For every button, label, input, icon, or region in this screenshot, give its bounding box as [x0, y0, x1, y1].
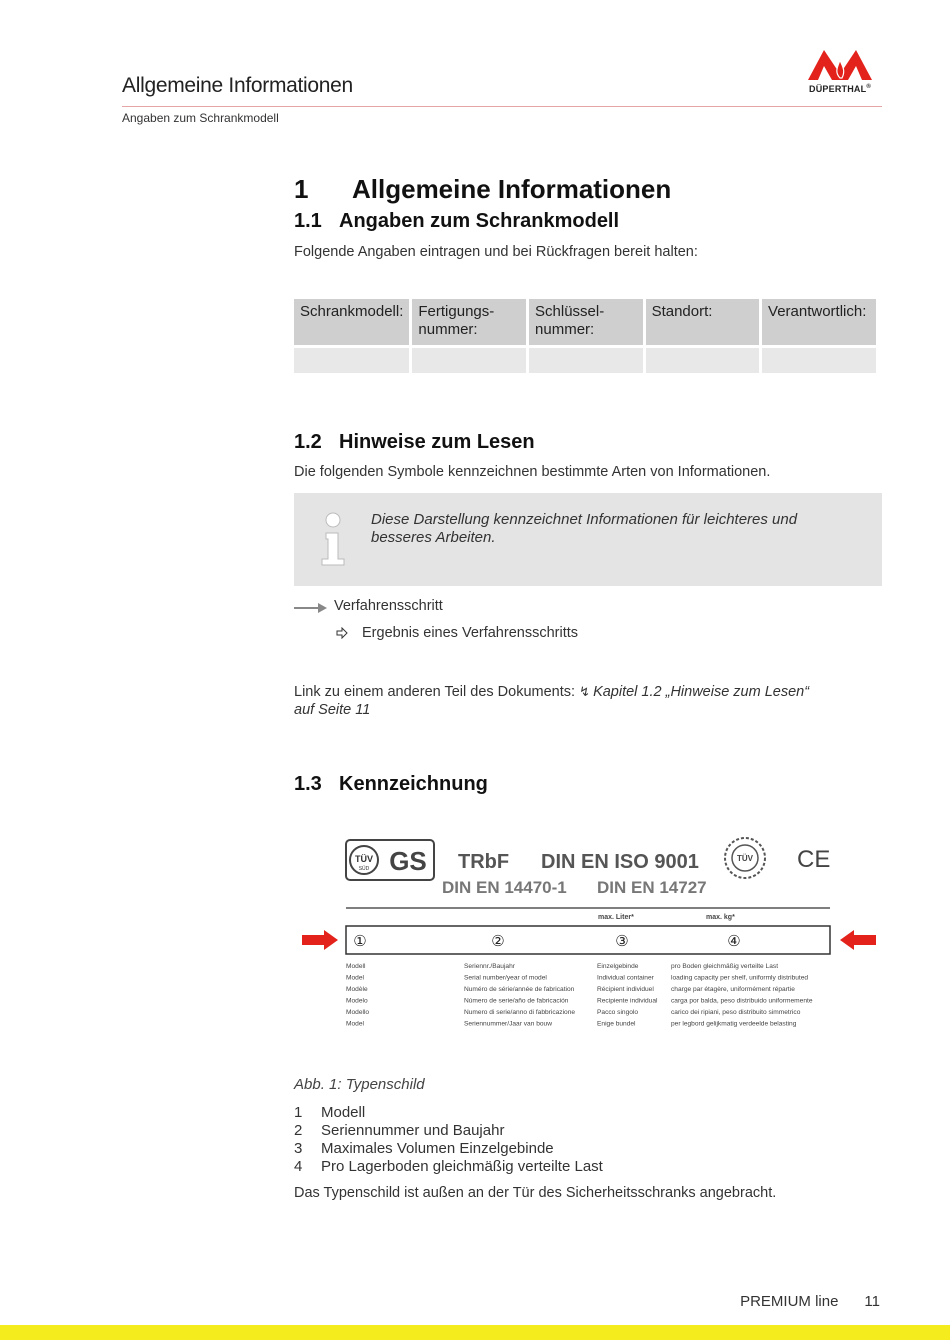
footer-product-line: PREMIUM line — [740, 1293, 839, 1310]
trbf-label: TRbF — [458, 851, 510, 873]
cross-reference-paragraph — [294, 683, 854, 719]
marker-4: ④ — [727, 933, 741, 950]
section-1-heading — [294, 174, 671, 205]
input-cell-cabinet-model[interactable] — [294, 345, 409, 373]
running-header-subtitle: Angaben zum Schrankmodell — [122, 111, 279, 125]
tuv-seal-text: TÜV — [737, 854, 753, 863]
info-note-box — [294, 493, 882, 586]
cabinet-info-table — [291, 299, 879, 373]
step-text: Verfahrensschritt — [334, 598, 443, 614]
marker-1: ① — [353, 933, 367, 950]
plate-col4-line-3: charge par étagère, uniformément répartie — [671, 986, 795, 993]
section-1-2-heading — [294, 431, 535, 454]
chapter-link[interactable]: Kapitel 1.2 „Hinweise zum Lesen“ — [593, 684, 810, 700]
gs-logo-text: GS — [389, 846, 427, 876]
info-note-text: Diese Darstellung kennzeichnet Informationen für leichteres und besseres Arbeiten. — [371, 511, 798, 546]
right-red-arrow-icon — [840, 930, 876, 950]
figure-caption: Abb. 1: Typenschild — [294, 1076, 425, 1093]
figure-legend — [294, 1104, 603, 1176]
footer-color-bar — [0, 1325, 950, 1340]
link-prefix: Link zu einem anderen Teil des Dokuments: — [294, 684, 580, 700]
header-location: Standort: — [646, 299, 759, 345]
legend-item: 4 Pro Lagerboden gleichmäßig verteilte Last — [294, 1158, 603, 1175]
din-14727-label: DIN EN 14727 — [597, 878, 707, 897]
running-header-title: Allgemeine Informationen — [122, 74, 353, 97]
plate-col1-line-3: Modèle — [346, 986, 368, 993]
plate-col2-line-3: Numéro de série/année de fabrication — [464, 986, 575, 993]
max-kg-label: max. kg* — [706, 914, 735, 921]
plate-col1-line-2: Model — [346, 974, 364, 982]
plate-col3-line-1: Einzelgebinde — [597, 963, 639, 970]
info-icon — [316, 511, 350, 567]
plate-col2-line-6: Seriennummer/Jaar van bouw — [464, 1020, 552, 1028]
plate-field-row — [346, 926, 830, 954]
closing-paragraph: Das Typenschild ist außen an der Tür des Sicherheitsschranks angebracht. — [294, 1185, 777, 1201]
plate-col4-line-1: pro Boden gleichmäßig verteilte Last — [671, 963, 779, 970]
section-title: Allgemeine Informationen — [352, 174, 672, 204]
marker-2: ② — [491, 933, 505, 950]
section-1-1-heading — [294, 210, 619, 233]
plate-col4-line-2: loading capacity per shelf, uniformly distributed — [671, 974, 809, 982]
header-serial-number: Fertigungs- nummer: — [412, 299, 526, 345]
chapter-link-page[interactable]: auf Seite 11 — [294, 702, 371, 718]
page-footer — [740, 1293, 880, 1310]
marker-3: ③ — [615, 933, 629, 950]
input-cell-key-number[interactable] — [529, 345, 643, 373]
section-number: 1.1 — [294, 210, 322, 232]
plate-col3-line-6: Enige bundel — [597, 1020, 636, 1028]
plate-col3-line-2: Individual container — [597, 974, 654, 982]
din-iso-label: DIN EN ISO 9001 — [541, 851, 699, 873]
plate-col2-line-2: Serial number/year of model — [464, 974, 547, 982]
tuv-logo-subtext: SÜD — [358, 866, 370, 872]
plate-col3-line-3: Récipient individuel — [597, 986, 654, 993]
header-cabinet-model: Schrankmodell: — [294, 299, 409, 345]
legend-item: 1 Modell — [294, 1104, 366, 1121]
input-cell-responsible[interactable] — [762, 345, 876, 373]
plate-col2-line-1: Seriennr./Baujahr — [464, 963, 515, 970]
logo-wordmark: DÜPERTHAL® — [809, 84, 871, 94]
plate-col3-line-5: Pacco singolo — [597, 1009, 639, 1016]
result-arrow-icon — [336, 627, 348, 639]
max-liter-label: max. Liter* — [598, 914, 634, 921]
section-1-1-intro: Folgende Angaben eintragen und bei Rückfragen bereit halten: — [294, 244, 698, 260]
plate-col4-line-5: carico dei ripiani, peso distribuito simmetrico — [671, 1009, 801, 1016]
section-1-2-intro: Die folgenden Symbole kennzeichnen bestimmte Arten von Informationen. — [294, 464, 771, 480]
plate-col1-line-1: Modell — [346, 963, 366, 970]
din-14470-label: DIN EN 14470-1 — [442, 878, 567, 897]
header-responsible: Verantwortlich: — [762, 299, 876, 345]
plate-col3-line-4: Recipiente individual — [597, 997, 658, 1005]
section-number: 1.3 — [294, 773, 322, 795]
tuv-logo-text: TÜV — [355, 854, 373, 864]
plate-col2-line-4: Número de serie/año de fabricación — [464, 997, 569, 1005]
link-icon: ↯ — [579, 684, 590, 699]
section-title: Hinweise zum Lesen — [339, 431, 535, 453]
section-title: Kennzeichnung — [339, 773, 488, 795]
legend-item: 3 Maximales Volumen Einzelgebinde — [294, 1140, 554, 1157]
section-number: 1 — [294, 174, 309, 204]
plate-col1-line-5: Modello — [346, 1009, 370, 1016]
legend-item: 2 Seriennummer und Baujahr — [294, 1122, 505, 1139]
page-number: 11 — [864, 1293, 880, 1310]
plate-col4-line-4: carga por balda, peso distribuido uniformemente — [671, 997, 813, 1005]
step-arrow-icon — [294, 602, 328, 616]
plate-col2-line-5: Numero di serie/anno di fabbricazione — [464, 1009, 576, 1016]
left-red-arrow-icon — [302, 930, 338, 950]
plate-col4-line-6: per legbord gelijkmatig verdeelde belasting — [671, 1020, 797, 1028]
header-rule — [122, 106, 882, 107]
input-cell-serial-number[interactable] — [412, 345, 526, 373]
header-key-number: Schlüssel- nummer: — [529, 299, 643, 345]
section-title: Angaben zum Schrankmodell — [339, 210, 620, 232]
plate-col1-line-4: Modelo — [346, 997, 368, 1005]
plate-col1-line-6: Model — [346, 1020, 364, 1028]
result-text: Ergebnis eines Verfahrensschritts — [362, 625, 578, 641]
ce-mark: CE — [797, 846, 831, 873]
section-1-3-heading — [294, 773, 488, 796]
type-plate-figure — [300, 834, 880, 1034]
section-number: 1.2 — [294, 431, 322, 453]
input-cell-location[interactable] — [646, 345, 759, 373]
